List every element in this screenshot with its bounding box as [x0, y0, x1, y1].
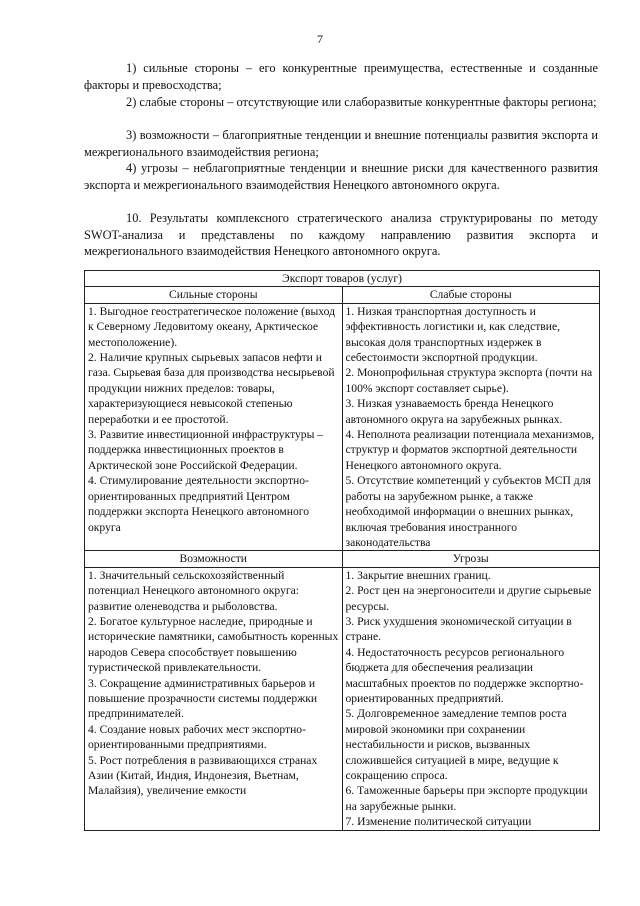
threat-item: 6. Таможенные барьеры при экспорте продукции на зарубежные рынки. [345, 784, 588, 813]
paragraph-threats: 4) угрозы – неблагоприятные тенденции и внешние риски для качественного развития экспорта и межрегионального взаимодействия Ненецкого автономного округа. [84, 161, 598, 192]
threat-item: 1. Закрытие внешних границ. [345, 568, 491, 582]
paragraph-swot-results: 10. Результаты комплексного стратегического анализа структурированы по методу SWOT-анализа и представлены по каждому направлению развития экспорта и межрегионального взаимодействия Ненецкого автономного округа. [84, 211, 598, 259]
opportunities-cell [85, 567, 343, 830]
strength-item: 2. Наличие крупных сырьевых запасов нефти и газа. Сырьевая база для производства несырьевой продукции нижних пределов: товары, характеризующиеся невысокой степенью переработки и ее простотой. [88, 351, 335, 426]
paragraph-weaknesses: 2) слабые стороны – отсутствующие или слаборазвитые конкурентные факторы региона; [126, 95, 597, 109]
swot-table [84, 270, 600, 831]
weakness-item: 2. Монопрофильная структура экспорта (почти на 100% экспорт составляет сырье). [345, 366, 593, 395]
strength-item: 1. Выгодное геостратегическое положение (выход к Северному Ледовитому океану, Арктическое местоположение). [88, 304, 336, 349]
strength-item: 4. Стимулирование деятельности экспортно-ориентированных предприятий Центром поддержки экспорта Ненецкого автономного округа [88, 474, 310, 534]
weaknesses-cell [342, 303, 600, 551]
threats-header: Угрозы [342, 551, 600, 567]
threat-item: 5. Долговременное замедление темпов роста мировой экономики при сохранении нестабильности и рисков, вызванных сложившейся ситуацией в мире, ведущие к сокращению спроса. [345, 707, 567, 782]
opportunity-item: 5. Рост потребления в развивающихся странах Азии (Китай, Индия, Индонезия, Вьетнам, Малайзия), увеличение емкости [88, 753, 318, 798]
strength-item: 3. Развитие инвестиционной инфраструктуры – поддержка инвестиционных проектов в Арктической зоне Российской Федерации. [88, 428, 324, 472]
strengths-header: Сильные стороны [85, 287, 343, 303]
opportunities-header: Возможности [85, 551, 343, 567]
paragraph-opportunities: 3) возможности – благоприятные тенденции и внешние потенциалы развития экспорта и межрегионального взаимодействия региона; [84, 128, 598, 159]
page-number: 7 [317, 32, 323, 46]
paragraph-strengths: 1) сильные стороны – его конкурентные преимущества, естественные и созданные факторы и превосходства; [84, 61, 598, 92]
weakness-item: 1. Низкая транспортная доступность и эффективность логистики и, как следствие, высокая доля транспортных издержек в себестоимости экспортной продукции. [345, 304, 561, 365]
table-caption: Экспорт товаров (услуг) [85, 271, 600, 287]
threat-item: 7. Изменение политической ситуации [345, 815, 532, 829]
threat-item: 3. Риск ухудшения экономической ситуации в стране. [345, 614, 572, 644]
weakness-item: 4. Неполнота реализации потенциала механизмов, структур и форматов экспортной деятельности Ненецкого автономного округа. [345, 428, 595, 472]
opportunity-item: 2. Богатое культурное наследие, природные и исторические памятники, самобытность коренных народов Севера способствует повышению туристической привлекательности. [88, 614, 339, 675]
opportunity-item: 3. Сокращение административных барьеров и повышение прозрачности системы поддержки предпринимателей. [88, 676, 318, 721]
threat-item: 4. Недостаточность ресурсов регионального бюджета для обеспечения реализации масштабных проектов по поддержке экспортно-ориентированных предприятий. [345, 645, 584, 705]
strengths-cell [85, 303, 343, 551]
weaknesses-header: Слабые стороны [342, 287, 600, 303]
weakness-item: 3. Низкая узнаваемость бренда Ненецкого автономного округа на зарубежных рынках. [345, 397, 563, 426]
threats-cell [342, 567, 600, 830]
threat-item: 2. Рост цен на энергоносители и другие сырьевые ресурсы. [345, 584, 592, 613]
opportunity-item: 1. Значительный сельскохозяйственный потенциал Ненецкого автономного округа: развитие оленеводства и рыболовства. [88, 568, 299, 613]
weakness-item: 5. Отсутствие компетенций у субъектов МСП для работы на зарубежном рынке, а также необходимой информации о внешних рынках, включая требования иностранного законодательства [345, 474, 591, 549]
opportunity-item: 4. Создание новых рабочих мест экспортно-ориентированными предприятиями. [88, 722, 306, 752]
